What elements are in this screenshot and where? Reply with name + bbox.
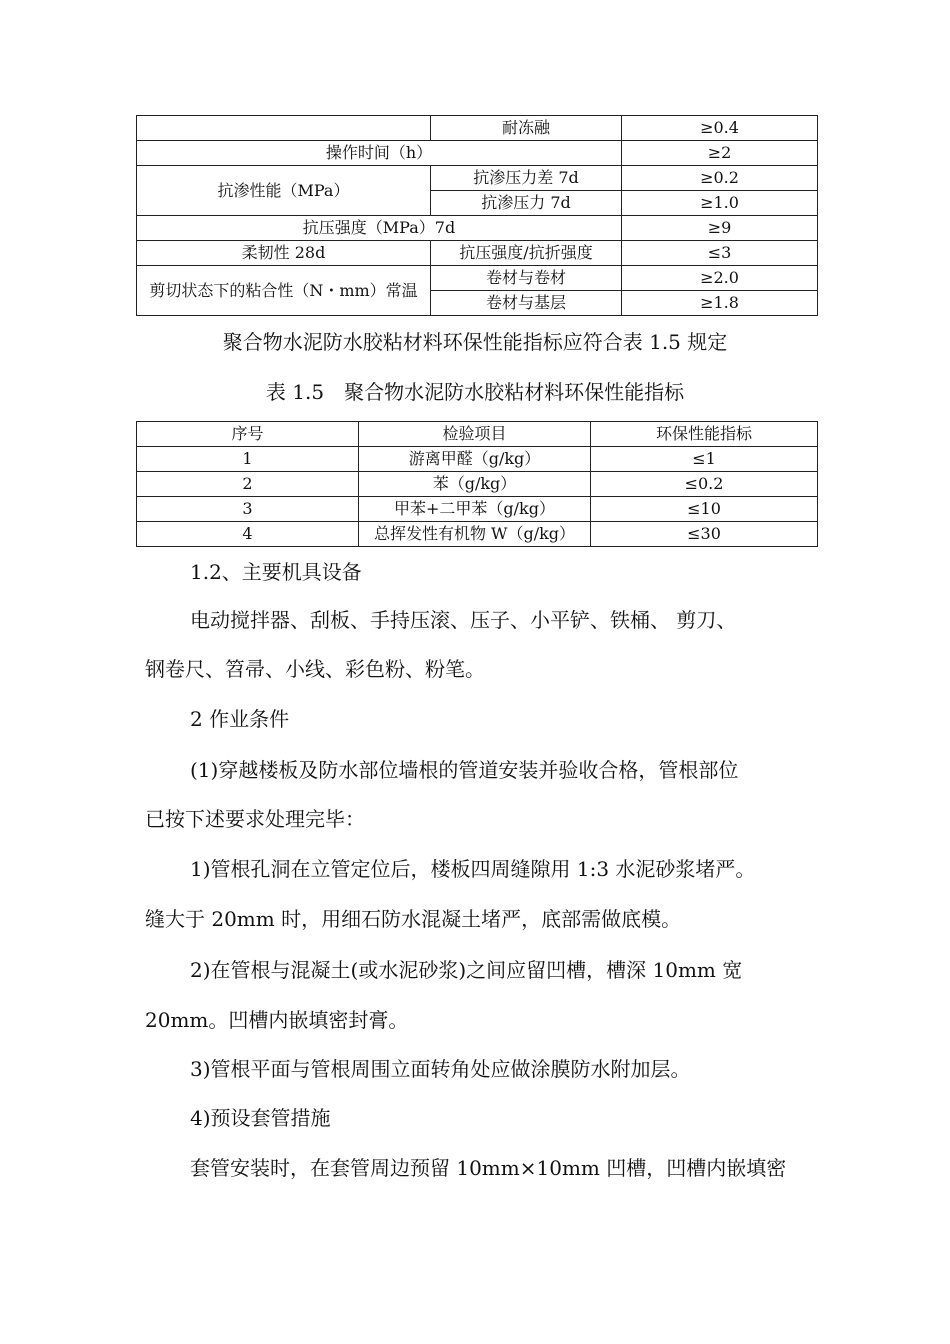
table-row <box>137 116 818 141</box>
table-cell: 抗渗压力 7d <box>431 191 622 216</box>
table-row <box>137 447 818 472</box>
table-cell: ≤30 <box>591 522 818 547</box>
paragraph-line: 1)管根孔洞在立管定位后，楼板四周缝隙用 1:3 水泥砂浆堵严。 <box>190 857 756 881</box>
table-header-cell: 检验项目 <box>359 422 591 447</box>
paragraph-line: 已按下述要求处理完毕： <box>145 807 365 831</box>
table-row <box>137 497 818 522</box>
environmental-table <box>136 421 818 547</box>
table-cell: 3 <box>137 497 359 522</box>
table-cell: 操作时间（h） <box>137 141 622 166</box>
table-row <box>137 166 818 191</box>
table-row <box>137 472 818 497</box>
table-cell: 抗渗性能（MPa） <box>137 166 431 216</box>
section-heading: 2 作业条件 <box>190 707 290 731</box>
table-cell: 抗渗压力差 7d <box>431 166 622 191</box>
table-cell: 柔韧性 28d <box>137 241 431 266</box>
paragraph-line: 4)预设套管措施 <box>190 1106 331 1130</box>
paragraph-line: 钢卷尺、笤帚、小线、彩色粉、粉笔。 <box>145 657 485 681</box>
table-cell: 抗压强度（MPa）7d <box>137 216 622 241</box>
table-cell: 甲苯+二甲苯（g/kg） <box>359 497 591 522</box>
performance-table <box>136 115 818 316</box>
paragraph-line: 2)在管根与混凝土(或水泥砂浆)之间应留凹槽，槽深 10mm 宽 <box>190 958 743 982</box>
table-caption: 表 1.5 聚合物水泥防水胶粘材料环保性能指标 <box>265 380 685 404</box>
table-cell: ≥1.0 <box>622 191 818 216</box>
table-row <box>137 241 818 266</box>
table-cell: ≤3 <box>622 241 818 266</box>
table-cell: 抗压强度/抗折强度 <box>431 241 622 266</box>
table-row <box>137 266 818 291</box>
table-row <box>137 522 818 547</box>
table-cell: ≥2 <box>622 141 818 166</box>
table-cell: ≤10 <box>591 497 818 522</box>
table-cell: 2 <box>137 472 359 497</box>
table-cell: 卷材与基层 <box>431 291 622 316</box>
table-cell <box>137 116 431 141</box>
table-cell: ≤0.2 <box>591 472 818 497</box>
paragraph-line: 电动搅拌器、刮板、手持压滚、压子、小平铲、铁桶、 剪刀、 <box>190 608 737 632</box>
table-row <box>137 141 818 166</box>
table-cell: 总挥发性有机物 W（g/kg） <box>359 522 591 547</box>
table-cell: 游离甲醛（g/kg） <box>359 447 591 472</box>
paragraph-line: 20mm。凹槽内嵌填密封膏。 <box>145 1008 409 1032</box>
table-note: 聚合物水泥防水胶粘材料环保性能指标应符合表 1.5 规定 <box>222 330 728 354</box>
table-row <box>137 216 818 241</box>
paragraph-line: 缝大于 20mm 时，用细石防水混凝土堵严，底部需做底模。 <box>145 907 682 931</box>
table-cell: ≥0.4 <box>622 116 818 141</box>
table-cell: ≥1.8 <box>622 291 818 316</box>
table-header-row <box>137 422 818 447</box>
table-header-cell: 环保性能指标 <box>591 422 818 447</box>
paragraph-line: 套管安装时，在套管周边预留 10mm×10mm 凹槽，凹槽内嵌填密 <box>190 1156 787 1180</box>
table-cell: ≥2.0 <box>622 266 818 291</box>
table-cell: 1 <box>137 447 359 472</box>
table-cell: 4 <box>137 522 359 547</box>
paragraph-line: (1)穿越楼板及防水部位墙根的管道安装并验收合格，管根部位 <box>190 758 739 782</box>
table-header-cell: 序号 <box>137 422 359 447</box>
paragraph-line: 3)管根平面与管根周围立面转角处应做涂膜防水附加层。 <box>190 1057 691 1081</box>
table-cell: 苯（g/kg） <box>359 472 591 497</box>
table-cell: ≤1 <box>591 447 818 472</box>
table-cell: 耐冻融 <box>431 116 622 141</box>
table-cell: 剪切状态下的粘合性（N・mm）常温 <box>137 266 431 316</box>
table-cell: ≥9 <box>622 216 818 241</box>
table-cell: ≥0.2 <box>622 166 818 191</box>
table-cell: 卷材与卷材 <box>431 266 622 291</box>
section-heading: 1.2、主要机具设备 <box>190 560 362 584</box>
